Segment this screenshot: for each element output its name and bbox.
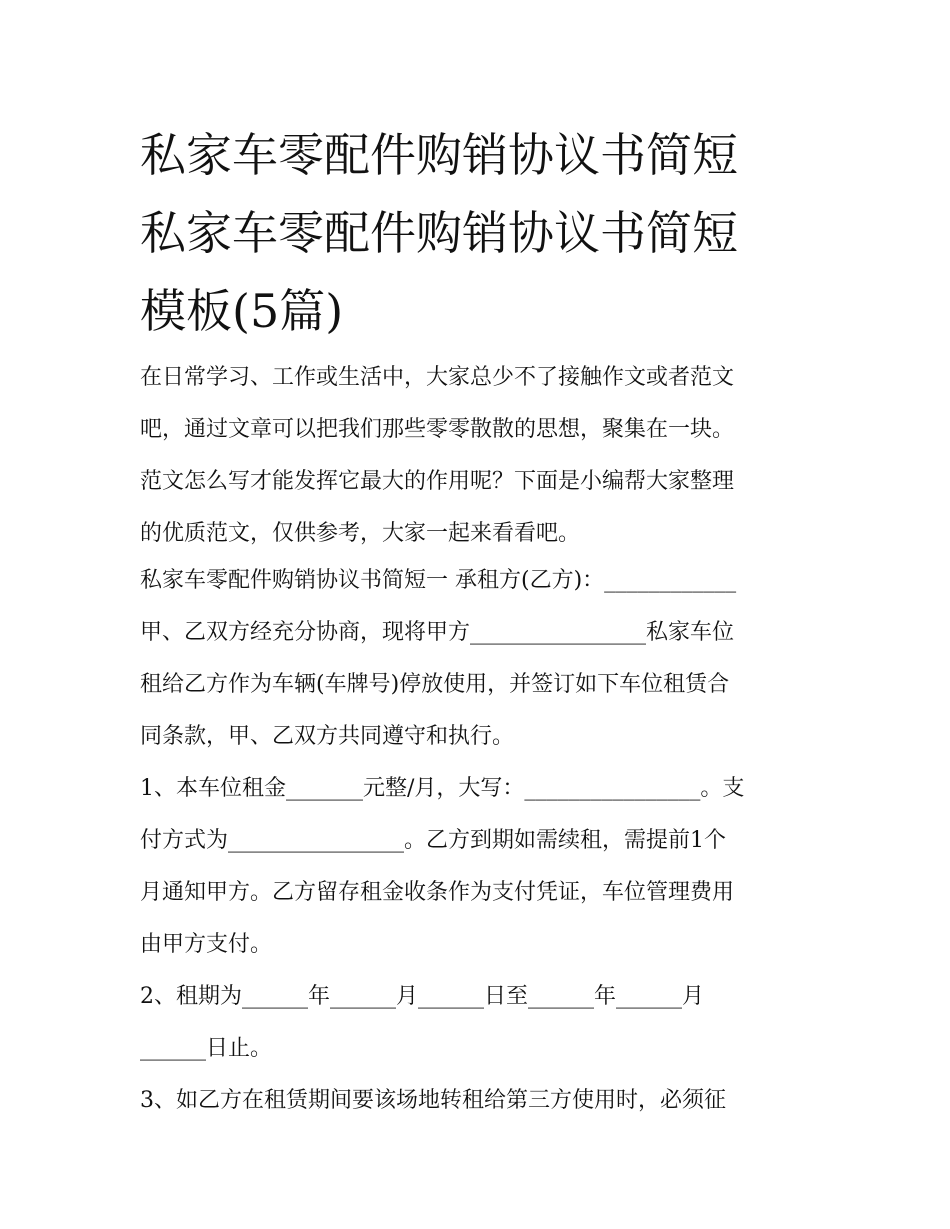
text-line: ______日止。 <box>140 1036 273 1061</box>
clause-3-line: 3、如乙方在租赁期间要该场地转租给第三方使用时，必须征 <box>140 1088 726 1113</box>
intro-paragraph <box>140 352 820 560</box>
text-line: 月通知甲方。乙方留存租金收条作为支付凭证，车位管理费用 <box>140 880 735 905</box>
text-line: 在日常学习、工作或生活中，大家总少不了接触作文或者范文 <box>140 365 735 390</box>
text-line: 的优质范文，仅供参考，大家一起来看看吧。 <box>140 521 581 546</box>
text-line: 吧，通过文章可以把我们那些零零散散的思想，聚集在一块。 <box>140 417 735 442</box>
text-line: 甲、乙双方经充分协商，现将甲方________________私家车位 <box>140 620 735 645</box>
text-line: 范文怎么写才能发挥它最大的作用呢？下面是小编帮大家整理 <box>140 469 735 494</box>
title-line: 私家车零配件购销协议书简短 <box>140 206 738 260</box>
text-line: 同条款，甲、乙双方共同遵守和执行。 <box>140 724 515 749</box>
title-line: 私家车零配件购销协议书简短 <box>140 128 738 182</box>
document-title <box>140 116 820 350</box>
text-line: 私家车零配件购销协议书简短一 承租方(乙方)：____________ <box>140 568 737 593</box>
text-line: 由甲方支付。 <box>140 932 273 957</box>
text-line: 付方式为________________。乙方到期如需续租，需提前1个 <box>140 828 726 853</box>
clause-2-line: 2、租期为______年______月______日至______年______月 <box>140 984 704 1009</box>
title-line: 模板(5篇) <box>140 284 344 338</box>
agreement-body <box>140 555 820 1127</box>
text-line: 租给乙方作为车辆(车牌号)停放使用，并签订如下车位租赁合 <box>140 672 730 697</box>
clause-1-line: 1、本车位租金_______元整/月，大写：________________。支 <box>140 776 745 801</box>
